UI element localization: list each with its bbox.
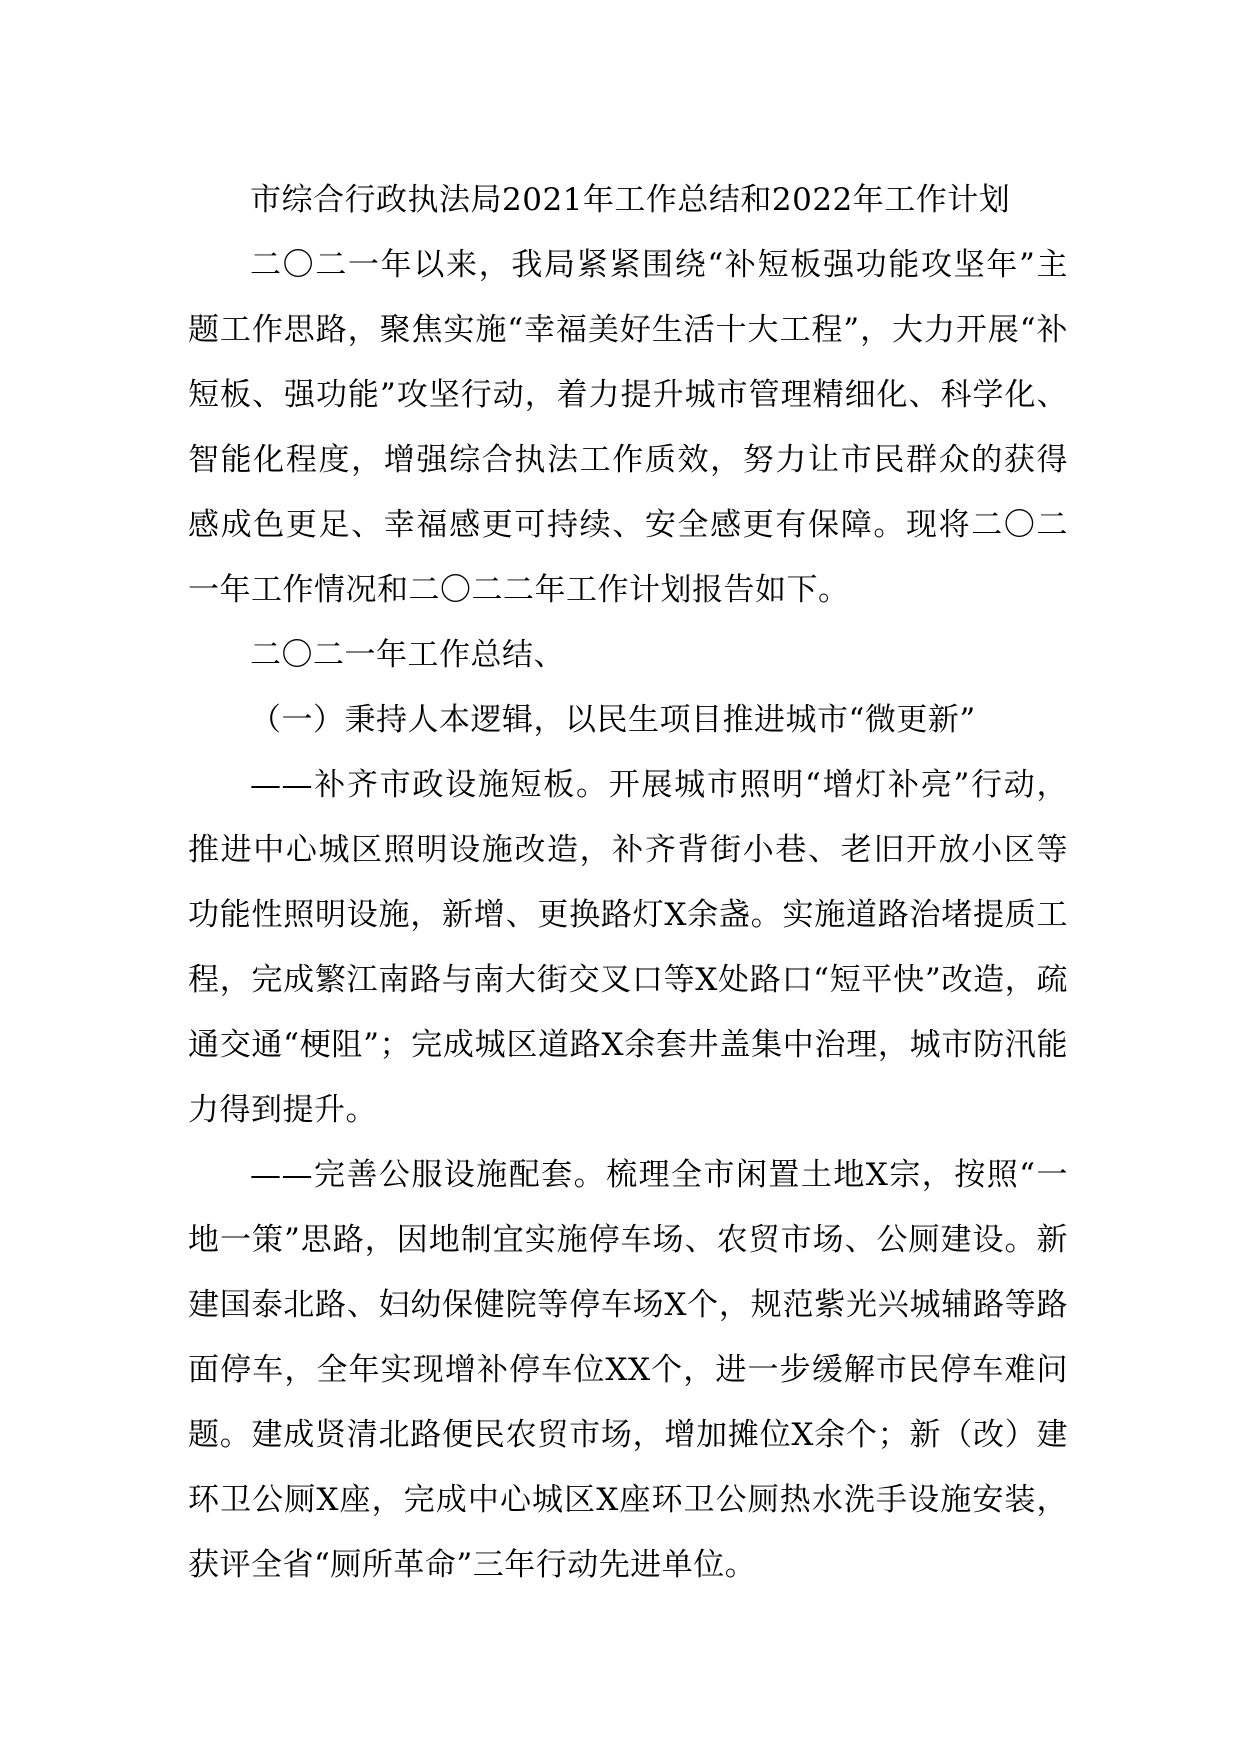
section-heading: 二〇二一年工作总结、 bbox=[250, 637, 565, 673]
intro-paragraph: 二〇二一年以来，我局紧紧围绕“补短板强功能攻坚年”主题工作思路，聚焦实施“幸福美好生活十大工程”，大力开展“补短板、强功能”攻坚行动，着力提升城市管理精细化、科学化、智能化程度，增强综合执法工作质效，努力让市民群众的获得感成色更足、幸福感更可持续、安全感更有保障。现将二〇二一年工作情况和二〇二二年工作计划报告如下。 bbox=[188, 247, 1068, 608]
document-body bbox=[188, 168, 1068, 1598]
document-title: 市综合行政执法局2021年工作总结和2022年工作计划 bbox=[250, 182, 1011, 218]
subsection-heading: （一）秉持人本逻辑，以民生项目推进城市“微更新” bbox=[250, 702, 976, 738]
body-paragraph: ——完善公服设施配套。梳理全市闲置土地X宗，按照“一地一策”思路，因地制宜实施停车场、农贸市场、公厕建设。新建国泰北路、妇幼保健院等停车场X个，规范紫光兴城辅路等路面停车，全年实现增补停车位XX个，进一步缓解市民停车难问题。建成贤清北路便民农贸市场，增加摊位X余个；新（改）建环卫公厕X座，完成中心城区X座环卫公厕热水洗手设施安装，获评全省“厕所革命”三年行动先进单位。 bbox=[188, 1157, 1068, 1583]
body-paragraph: ——补齐市政设施短板。开展城市照明“增灯补亮”行动，推进中心城区照明设施改造，补齐背街小巷、老旧开放小区等功能性照明设施，新增、更换路灯X余盏。实施道路治堵提质工程，完成繁江南路与南大街交叉口等X处路口“短平快”改造，疏通交通“梗阻”；完成城区道路X余套井盖集中治理，城市防汛能力得到提升。 bbox=[188, 767, 1068, 1128]
